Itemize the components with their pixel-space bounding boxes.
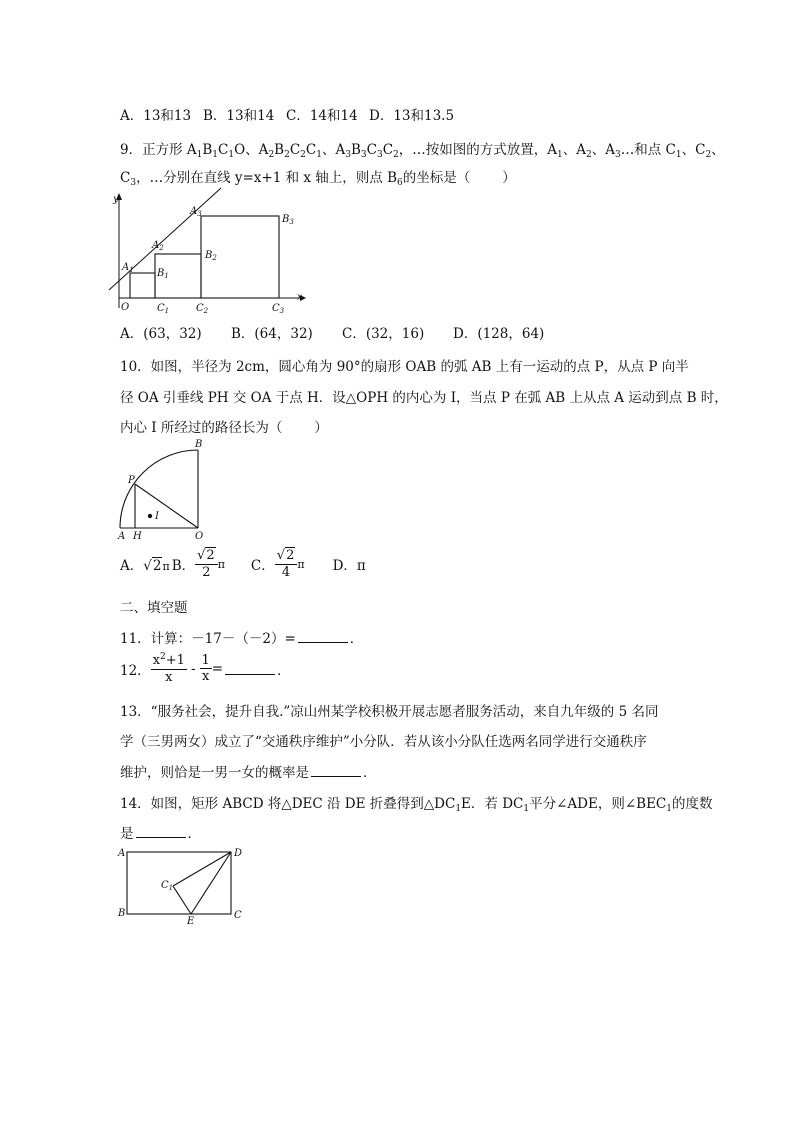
- q12-answer-blank[interactable]: [225, 662, 275, 675]
- q14-answer-blank[interactable]: [136, 825, 186, 838]
- q14-label-d: D: [234, 848, 243, 859]
- q10-option-a: A．√2π: [120, 558, 170, 575]
- q13-line3: 维护，则恰是一男一女的概率是 ．: [120, 765, 377, 781]
- q9-figure: [115, 190, 305, 315]
- q10-line2: 径 OA 引垂线 PH 交 OA 于点 H．设△OPH 的内心为 I，当点 P 在弧 AB 上从点 A 运动到点 B 时，: [120, 390, 728, 406]
- q14-label-c1: $C_1$: [161, 880, 174, 892]
- q9-line1: 9．正方形 $A_1B_1C_1O$、$A_2B_2C_2C_1$、$A_3B_3C_3C_2$，…按如图的方式放置，$A_1$、$A_2$、$A_3\dots$和点 $C_1$、$C_2$、: [120, 142, 725, 160]
- q10-option-d: D．π: [332, 558, 366, 575]
- q9-option-d: D．(128，64): [453, 326, 545, 342]
- q8-option-d: D．13和13.5: [369, 108, 455, 124]
- q9-label-b2: $B_2$: [205, 250, 217, 262]
- q14-line2: 是 ．: [120, 826, 201, 842]
- q13-line1: 13．“服务社会，提升自我.”凉山州某学校积极开展志愿者服务活动，来自九年级的 5 名同: [120, 704, 659, 720]
- q8-option-a: A．13和13: [120, 108, 192, 124]
- q9-label-y: y: [113, 194, 119, 205]
- q9-label-x: x: [297, 292, 303, 303]
- q14-line1: 14．如图，矩形 ABCD 将△DEC 沿 DE 折叠得到$\triangle DC_1E$．若 $DC_1$平分∠ADE，则$\angle BEC_1$的度数: [120, 796, 713, 814]
- q10-line1: 10．如图，半径为 2cm，圆心角为 90°的扇形 OAB 的弧 AB 上有一运动的点 P，从点 P 向半: [120, 359, 689, 375]
- q11: 11．计算：－17－（－2）= ．: [120, 631, 364, 647]
- q10-label-b: B: [195, 439, 203, 450]
- q9-option-a: A．(63，32): [120, 326, 202, 342]
- q13-line2: 学（三男两女）成立了“交通秩序维护”小分队．若从该小分队任选两名同学进行交通秩序: [120, 734, 647, 750]
- q9-option-b: B．(64，32): [231, 326, 313, 342]
- q14-figure: [118, 846, 243, 926]
- q9-label-c3: $C_3$: [272, 303, 285, 315]
- q14-label-a: A: [118, 848, 126, 859]
- q9-label-a2: $A_2$: [152, 240, 164, 252]
- q10-options: [120, 548, 366, 580]
- q10-option-b: B． $\frac{√2}{2}$ π: [171, 548, 225, 580]
- q9-label-b3: $B_3$: [282, 214, 294, 226]
- q13-answer-blank[interactable]: [311, 764, 361, 777]
- q14-label-b: B: [118, 908, 126, 919]
- q9-label-c1: $C_1$: [157, 303, 170, 315]
- q12-fraction-1: $\frac{x^2+1}{x}$: [152, 652, 185, 685]
- q9-label-c2: $C_2$: [196, 303, 209, 315]
- q10-label-i: I: [155, 511, 159, 522]
- q9-option-c: C．(32，16): [342, 326, 425, 342]
- q14-label-e: E: [187, 916, 195, 927]
- q8-option-b: B．13和14: [203, 108, 275, 124]
- q10-label-p: P: [128, 475, 135, 486]
- q9-line2: $C_3$，…分别在直线 y=x+1 和 x 轴上，则点 $B_6$的坐标是（ ）: [120, 170, 516, 188]
- q14-label-c: C: [234, 910, 242, 921]
- q10-label-a: A: [118, 531, 126, 542]
- q8-option-c: C．14和14: [286, 108, 358, 124]
- section-title-fill-in: 二、填空题: [120, 600, 188, 616]
- q10-option-c: C． $\frac{√2}{4}$ π: [250, 548, 305, 580]
- q10-line3: 内心 I 所经过的路径长为（ ）: [120, 420, 328, 436]
- q9-label-a1: $A_1$: [122, 262, 134, 274]
- q9-label-a3: $A_3$: [190, 206, 202, 218]
- q10-label-o: O: [195, 531, 204, 542]
- q12-fraction-2: $\frac{1}{x}$: [201, 652, 210, 685]
- q11-answer-blank[interactable]: [298, 630, 348, 643]
- q12: 12． $\frac{x^2+1}{x}$ - $\frac{1}{x}$ = ．: [120, 652, 291, 685]
- q9-label-b1: $B_1$: [157, 268, 169, 280]
- q10-label-h: H: [133, 531, 142, 542]
- q9-label-o: O: [121, 302, 130, 313]
- q10-figure: [118, 437, 208, 542]
